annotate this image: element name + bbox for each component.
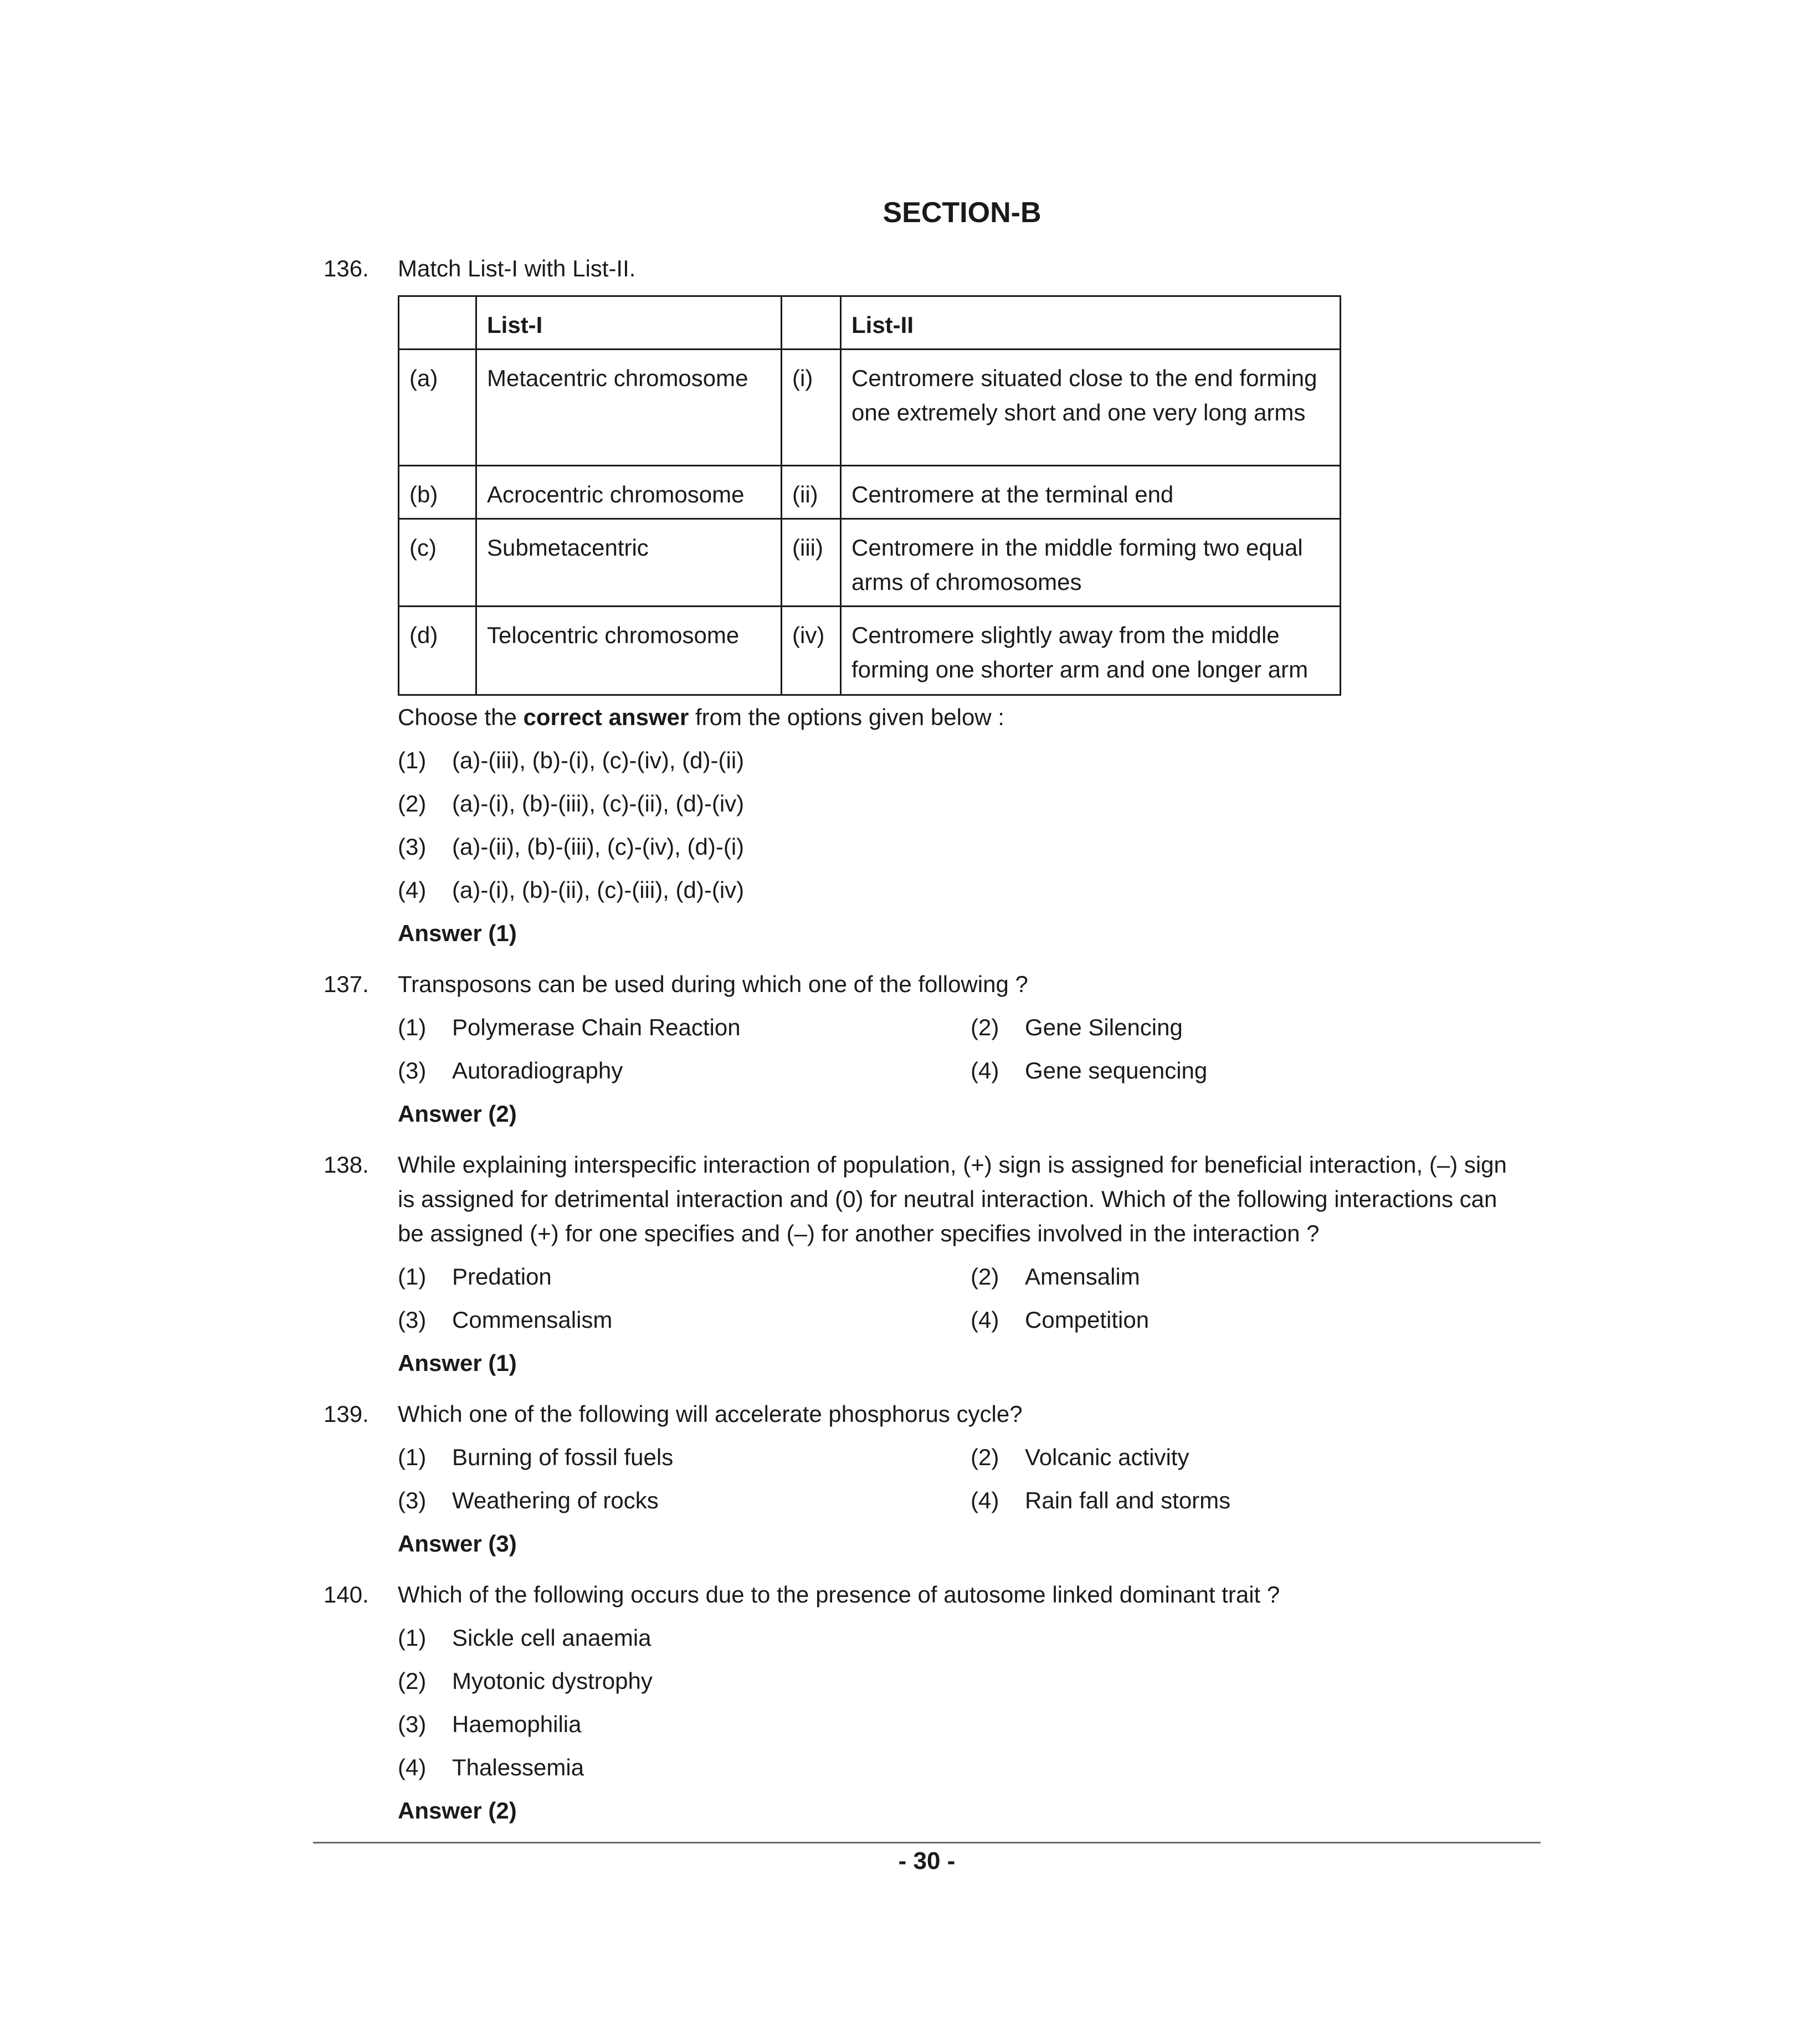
choose-text: Choose the <box>398 704 524 730</box>
option-text: Burning of fossil fuels <box>452 1444 674 1470</box>
question-text-137: Transposons can be used during which one of the following ? <box>398 971 1028 997</box>
option-text: Volcanic activity <box>1025 1444 1189 1470</box>
answer-138: Answer (1) <box>398 1350 517 1376</box>
row-key: (a) <box>399 350 476 466</box>
question-number-138: 138. <box>324 1152 369 1178</box>
row-item: Centromere in the middle forming two equal arms of chromosomes <box>841 519 1341 607</box>
option-number: (2) <box>971 1444 999 1470</box>
option-text: Gene sequencing <box>1025 1057 1208 1083</box>
row-item: Metacentric chromosome <box>476 350 782 466</box>
option-number: (4) <box>398 877 427 903</box>
question-text-140: Which of the following occurs due to the presence of autosome linked dominant trait ? <box>398 1581 1280 1608</box>
option-number: (3) <box>398 1307 427 1333</box>
option-text: Commensalism <box>452 1307 613 1333</box>
row-item: Centromere slightly away from the middle forming one shorter arm and one longer arm <box>841 607 1341 695</box>
option-number: (1) <box>398 1444 427 1470</box>
option-number: (3) <box>398 834 427 860</box>
question-number-136: 136. <box>324 255 369 281</box>
option-number: (2) <box>398 790 427 816</box>
option-text: Thalessemia <box>452 1754 584 1780</box>
option-number: (2) <box>971 1264 999 1290</box>
option-number: (3) <box>398 1057 427 1083</box>
question-number-137: 137. <box>324 971 369 997</box>
option-text: Weathering of rocks <box>452 1487 659 1513</box>
option-text: Rain fall and storms <box>1025 1487 1231 1513</box>
row-key: (iv) <box>782 607 841 695</box>
question-text-138-line-1: While explaining interspecific interaction of population, (+) sign is assigned for beneficial interaction, (–) sign <box>398 1152 1507 1178</box>
option-text: (a)-(i), (b)-(ii), (c)-(iii), (d)-(iv) <box>452 877 745 903</box>
list2-header: List-II <box>841 296 1341 350</box>
table-cell <box>399 296 476 350</box>
option-text: Autoradiography <box>452 1057 623 1083</box>
table-cell <box>782 296 841 350</box>
option-text: Polymerase Chain Reaction <box>452 1014 741 1040</box>
option-number: (1) <box>398 1264 427 1290</box>
option-text: Amensalim <box>1025 1264 1140 1290</box>
question-text-138-line-3: be assigned (+) for one specifies and (–) for another specifies involved in the interaction ? <box>398 1220 1320 1246</box>
option-text: (a)-(ii), (b)-(iii), (c)-(iv), (d)-(i) <box>452 834 745 860</box>
question-text-136: Match List-I with List-II. <box>398 255 636 281</box>
table-header-row <box>399 296 1341 350</box>
option-text: Sickle cell anaemia <box>452 1625 651 1651</box>
option-text: Competition <box>1025 1307 1150 1333</box>
row-key: (c) <box>399 519 476 607</box>
option-number: (4) <box>971 1487 999 1513</box>
match-table <box>398 295 1341 696</box>
answer-137: Answer (2) <box>398 1101 517 1127</box>
question-text-138-line-2: is assigned for detrimental interaction and (0) for neutral interaction. Which of the following interactions can <box>398 1186 1497 1212</box>
option-text: Haemophilia <box>452 1711 582 1737</box>
row-item: Telocentric chromosome <box>476 607 782 695</box>
table-row <box>399 607 1341 695</box>
option-text: Predation <box>452 1264 552 1290</box>
option-number: (4) <box>398 1754 427 1780</box>
question-number-139: 139. <box>324 1401 369 1427</box>
choose-text: from the options given below : <box>689 704 1004 730</box>
option-text: (a)-(i), (b)-(iii), (c)-(ii), (d)-(iv) <box>452 790 745 816</box>
option-number: (3) <box>398 1711 427 1737</box>
table-row <box>399 466 1341 519</box>
row-key: (iii) <box>782 519 841 607</box>
row-key: (b) <box>399 466 476 519</box>
section-title: SECTION-B <box>883 197 1042 229</box>
row-item: Submetacentric <box>476 519 782 607</box>
option-number: (1) <box>398 747 427 773</box>
row-key: (ii) <box>782 466 841 519</box>
answer-140: Answer (2) <box>398 1798 517 1824</box>
footer-divider <box>313 1842 1541 1843</box>
option-text: Gene Silencing <box>1025 1014 1183 1040</box>
table-row <box>399 350 1341 466</box>
option-number: (1) <box>398 1014 427 1040</box>
row-item: Centromere at the terminal end <box>841 466 1341 519</box>
option-number: (4) <box>971 1057 999 1083</box>
question-number-140: 140. <box>324 1581 369 1608</box>
row-item: Acrocentric chromosome <box>476 466 782 519</box>
option-text: Myotonic dystrophy <box>452 1668 653 1694</box>
table-row <box>399 519 1341 607</box>
option-text: (a)-(iii), (b)-(i), (c)-(iv), (d)-(ii) <box>452 747 745 773</box>
option-number: (4) <box>971 1307 999 1333</box>
row-key: (d) <box>399 607 476 695</box>
option-number: (3) <box>398 1487 427 1513</box>
row-item: Centromere situated close to the end forming one extremely short and one very long arms <box>841 350 1341 466</box>
page-number: - 30 - <box>898 1847 956 1874</box>
option-number: (2) <box>398 1668 427 1694</box>
answer-136: Answer (1) <box>398 920 517 946</box>
choose-instruction <box>398 706 1004 729</box>
question-text-139: Which one of the following will accelerate phosphorus cycle? <box>398 1401 1023 1427</box>
option-number: (1) <box>398 1625 427 1651</box>
choose-emphasis: correct answer <box>523 704 689 730</box>
list1-header: List-I <box>476 296 782 350</box>
row-key: (i) <box>782 350 841 466</box>
answer-139: Answer (3) <box>398 1531 517 1557</box>
option-number: (2) <box>971 1014 999 1040</box>
